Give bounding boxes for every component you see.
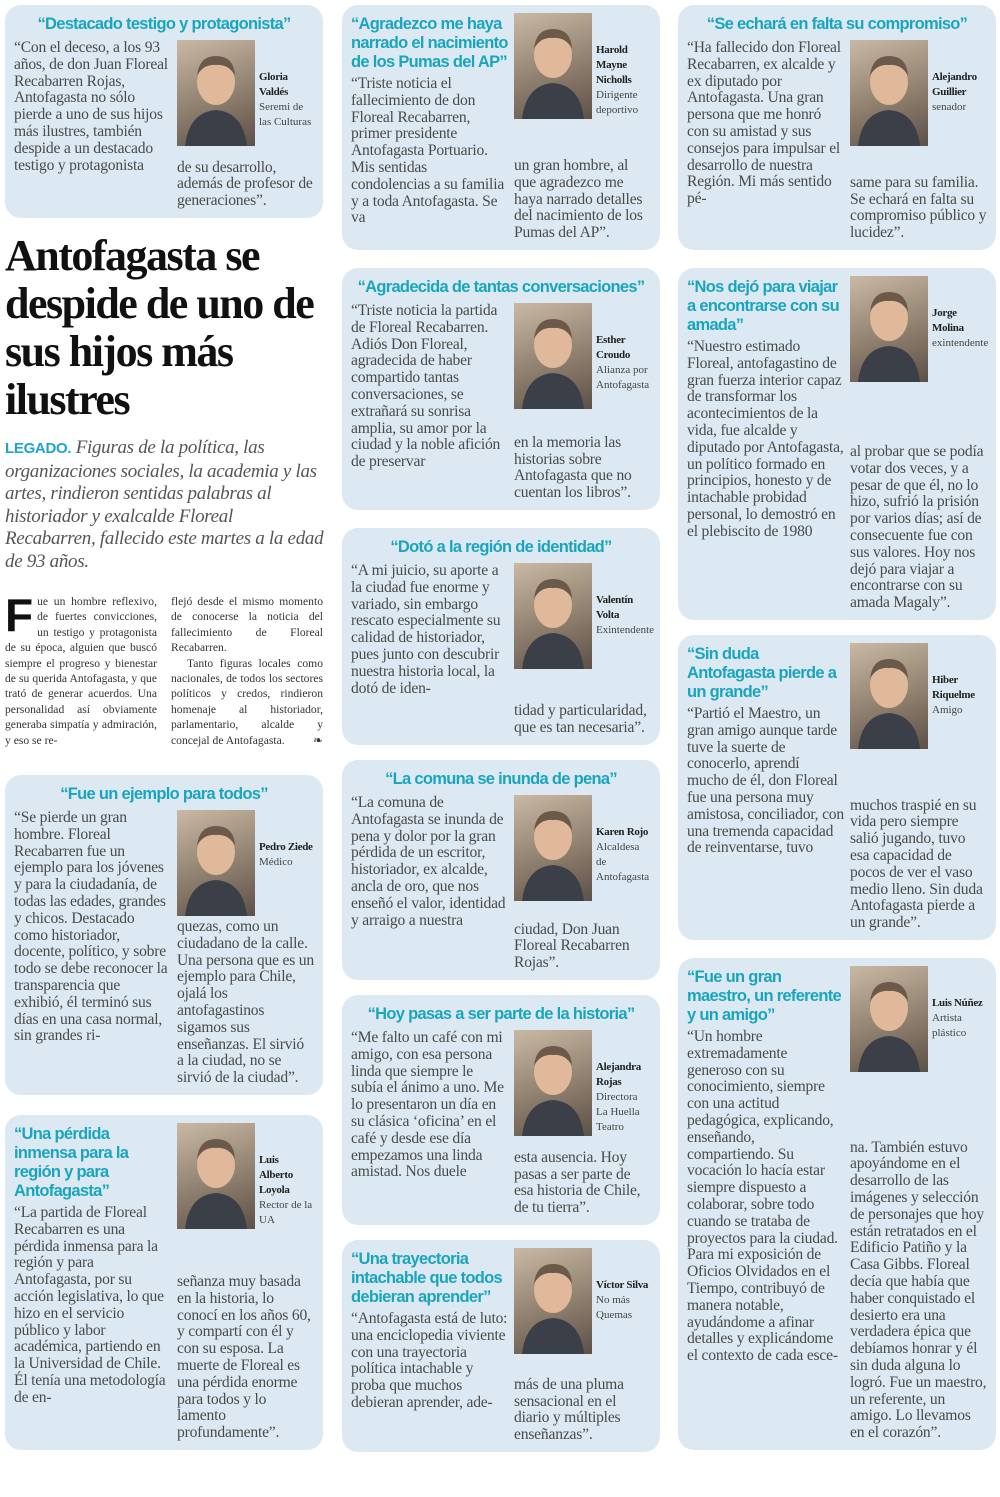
- quote-box: [678, 5, 996, 250]
- speaker-role: senador: [932, 101, 967, 113]
- speaker-role: Dirigente deportivo: [596, 89, 639, 116]
- article-column-1: [5, 589, 157, 748]
- portrait-silhouette: [514, 1030, 592, 1136]
- quote-title: “Sin duda Antofagasta pierde a un grande”: [687, 645, 837, 701]
- quote-right-column: [514, 1248, 651, 1444]
- quote-text-end: de su desarrollo, además de profesor de generaciones”.: [177, 158, 313, 210]
- speaker-photo: [514, 303, 592, 409]
- quote-box: [678, 268, 996, 620]
- portrait-silhouette: [850, 966, 928, 1072]
- speaker-name: Pedro Ziede: [259, 841, 313, 853]
- quote-text-end: señanza muy basada en la historia, lo conocí en los años 60, y compartí con él y con su esposa. La muerte de Floreal es una pérdida enorme para todos y lo lamento profundamente”.: [177, 1273, 311, 1442]
- speaker: [850, 276, 988, 382]
- speaker: [514, 1248, 651, 1354]
- article-column-2: [171, 594, 323, 748]
- speaker-role: No más Quemas: [596, 1294, 633, 1321]
- quote-right-column: [514, 563, 654, 737]
- speaker-credit: [596, 795, 651, 885]
- speaker-role: Seremi de las Culturas: [259, 101, 312, 128]
- speaker-photo: [514, 1030, 592, 1136]
- quote-text-end: quezas, como un ciudadano de la calle. Una persona que es un ejemplo para Chile, ojalá los antofagastinos sigamos sus enseñanzas. El sirvió a la ciudad, no se sirvió de la ciudad”.: [177, 918, 314, 1087]
- speaker-role: Artista plástico: [932, 1012, 967, 1039]
- speaker-credit: [596, 303, 651, 393]
- quote-right-column: [850, 966, 987, 1442]
- quote-columns: [687, 276, 987, 612]
- quote-columns: [687, 643, 987, 932]
- quote-left-column: [351, 1030, 508, 1217]
- speaker-name: Valentín Volta: [596, 594, 633, 621]
- lede-text: Figuras de la política, las organizaciones sociales, la academia y las artes, rindieron sentidas palabras al historiador y exalcalde Floreal Recabarren, fallecido este martes a la edad de 93 años.: [5, 437, 324, 572]
- quote-right-column: [850, 276, 988, 612]
- speaker: [177, 40, 314, 146]
- article-paragraph: ue un hombre reflexivo, de fuertes convicciones, un testigo y protagonista de su época, alguien que buscó siempre el progreso y bienestar de su querida Antofagasta, y que trató de generar acuerdos. Una personalidad así obviamente generaba simpatía y admiración, y eso se re-: [5, 595, 157, 747]
- quote-box: [342, 760, 660, 980]
- speaker: [514, 795, 651, 901]
- speaker-name: Harold Mayne Nicholls: [596, 44, 632, 86]
- speaker: [177, 810, 314, 916]
- quote-left-column: [687, 40, 844, 242]
- quote-box: [342, 1240, 660, 1452]
- quote-title: “Destacado testigo y protagonista”: [37, 15, 291, 33]
- quote-right-column: [514, 13, 651, 242]
- quote-text-end: más de una pluma sensacional en el diario y múltiples enseñanzas”.: [514, 1375, 624, 1444]
- speaker-photo: [514, 13, 592, 119]
- quote-columns: [14, 810, 314, 1087]
- quote-title: “Nos dejó para viajar a encontrarse con su amada”: [687, 278, 839, 334]
- quote-columns: [351, 13, 651, 242]
- quote-text-end: tidad y particularidad, que es tan necesaria”.: [514, 702, 647, 737]
- quote-columns: [687, 966, 987, 1442]
- speaker-photo: [177, 810, 255, 916]
- quote-text-start: “Partió el Maestro, un gran amigo aunque tarde tuve la suerte de conocerlo, aprendí mucho de él, don Floreal fue una persona muy amistosa, conciliador, con una tremenda capacidad de reinventarse, tuvo: [687, 705, 844, 857]
- quote-title: “Hoy pasas a ser parte de la historia”: [367, 1005, 635, 1023]
- quote-title: “Se echará en falta su compromiso”: [706, 15, 968, 33]
- portrait-silhouette: [177, 810, 255, 916]
- quote-text-start: “Antofagasta está de luto: una enciclopedia viviente con una trayectoria política intachable y proba que muchos debieran aprender, ade-: [351, 1310, 508, 1411]
- quote-text-end: na. También estuvo apoyándome en el desarrollo de las imágenes y selección de personajes que hoy están retratados en el Edificio Patiño y la Casa Gibbs. Floreal decía que había que haber conquistado el desierto era una verdadera épica que debíamos honrar y él sin duda alguna lo logró. Fue un maestro, un referente, un amigo. Lo llevamos en el corazón”.: [850, 1138, 987, 1442]
- quote-right-column: [514, 1030, 651, 1217]
- quote-right-column: [850, 40, 987, 242]
- speaker-credit: [259, 40, 314, 130]
- quote-left-column: [351, 303, 508, 502]
- quote-text-end: same para su familia. Se echará en falta su compromiso público y lucidez”.: [850, 173, 987, 242]
- quote-title: “La comuna se inunda de pena”: [385, 770, 617, 788]
- portrait-silhouette: [514, 13, 592, 119]
- speaker: [850, 40, 987, 146]
- speaker-photo: [850, 40, 928, 146]
- quote-columns: [351, 795, 651, 972]
- quote-title: “Fue un ejemplo para todos”: [60, 785, 268, 803]
- speaker: [514, 563, 654, 669]
- speaker-name: Luis Núñez: [932, 997, 983, 1009]
- speaker: [850, 966, 987, 1072]
- quote-left-column: [351, 795, 508, 972]
- quote-columns: [351, 1248, 651, 1444]
- quote-left-column: [351, 13, 508, 242]
- quote-box: [342, 5, 660, 250]
- quote-text-start: “Un hombre extremadamente generoso con su conocimiento, siempre con una actitud pedagógica, explicando, enseñando, compartiendo. Su vocación lo hacía estar siempre dispuesto a colaborar, sobre todo cuando se trataba de proyectos para la ciudad. Para mi exposición de Oficios Olvidados en el Tiempo, contribuyó de manera notable, ayudándome a afinar detalles y explicándome el contexto de cada esce-: [687, 1028, 838, 1365]
- quote-box: [5, 775, 323, 1095]
- speaker-role: Médico: [259, 856, 293, 868]
- speaker: [177, 1123, 314, 1229]
- quote-box: [5, 1115, 323, 1450]
- end-mark-icon: ❧: [313, 733, 323, 747]
- quote-title: “Una pérdida inmensa para la región y para Antofagasta”: [14, 1125, 129, 1200]
- speaker-credit: [932, 966, 987, 1041]
- speaker-credit: [932, 643, 987, 718]
- quote-text-end: esta ausencia. Hoy pasas a ser parte de esa historia de Chile, de tu tierra”.: [514, 1148, 641, 1217]
- quote-columns: [14, 1123, 314, 1442]
- portrait-silhouette: [850, 276, 928, 382]
- quote-right-column: [177, 1123, 314, 1442]
- speaker-name: Víctor Silva: [596, 1279, 649, 1291]
- quote-text-start: “Se pierde un gran hombre. Floreal Recabarren fue un ejemplo para los jóvenes y para la ciudadanía, de todas las edades, grandes y chicos. Destacado como historiador, docente, político, y sobre todo se debe reconocer la transparencia que exhibió, él terminó sus días en una casa normal, sin grandes ri-: [14, 809, 168, 1045]
- headline: Antofagasta se despide de uno de sus hijos más ilustres: [5, 231, 314, 424]
- portrait-silhouette: [514, 303, 592, 409]
- quote-box: [342, 995, 660, 1225]
- article-body: [5, 589, 323, 748]
- quote-text-end: al probar que se podía votar dos veces, y a pesar de que él, no lo hizo, sufrió la prisión por varios días; así de consecuente fue con sus valores. Hoy nos dejó para viajar a encontrarse con su amada Magaly”.: [850, 443, 984, 612]
- quote-columns: [351, 562, 655, 737]
- speaker-photo: [850, 276, 928, 382]
- speaker-credit: [259, 810, 313, 870]
- quote-text-start: “Triste noticia el fallecimiento de don Floreal Recabarren, primer presidente Antofagasta Portuario. Mis sentidas condolencias a su familia y a toda Antofagasta. Se va: [351, 75, 505, 227]
- quote-title: “Agradecida de tantas conversaciones”: [357, 278, 645, 296]
- speaker-name: Jorge Molina: [932, 307, 964, 334]
- speaker-role: Rector de la UA: [259, 1199, 313, 1226]
- portrait-silhouette: [514, 795, 592, 901]
- speaker-name: Luis Alberto Loyola: [259, 1154, 293, 1196]
- speaker-photo: [850, 643, 928, 749]
- quote-text-start: “La partida de Floreal Recabarren es una pérdida inmensa para la región y para Antofagasta, por su acción legislativa, lo que hizo en el servicio público y labor académica, partiendo en la Universidad de Chile. Él tenía una metodología de en-: [14, 1204, 166, 1406]
- speaker-name: Gloria Valdés: [259, 71, 288, 98]
- speaker-name: Alejandro Guillier: [932, 71, 977, 98]
- quote-text-end: ciudad, Don Juan Floreal Recabarren Rojas”.: [514, 920, 630, 972]
- quote-text-end: un gran hombre, al que agradezco me haya narrado detalles del nacimiento de los Pumas del AP”.: [514, 157, 643, 242]
- quote-text-start: “Nuestro estimado Floreal, antofagastino de gran fuerza interior capaz de transformar los acontecimientos de la vida, fue alcalde y diputado por Antofagasta, un político formado en principios, honesto y de intachable probidad personal, lo demostró en el plebiscito de 1980: [687, 338, 844, 540]
- lede: [5, 437, 327, 573]
- speaker-photo: [514, 1248, 592, 1354]
- quote-box: [678, 635, 996, 940]
- quote-text-start: “A mi juicio, su aporte a la ciudad fue enorme y variado, sin embargo rescato especialmente su calidad de historiador, pues junto con descubrir nuestra historia local, la dotó de iden-: [351, 562, 501, 697]
- speaker-name: Esther Croudo: [596, 334, 631, 361]
- speaker-credit: [932, 40, 987, 115]
- speaker: [514, 13, 651, 119]
- speaker-credit: [596, 1030, 651, 1135]
- quote-right-column: [514, 795, 651, 972]
- speaker-photo: [514, 563, 592, 669]
- speaker-role: Amigo: [932, 704, 963, 716]
- quote-box: [342, 268, 660, 510]
- lede-kicker: LEGADO.: [5, 440, 72, 457]
- speaker-photo: [514, 795, 592, 901]
- quote-right-column: [177, 810, 314, 1087]
- speaker-photo: [850, 966, 928, 1072]
- quote-left-column: [351, 563, 508, 737]
- speaker: [514, 303, 651, 409]
- quote-left-column: [351, 1248, 508, 1444]
- speaker-role: Alcaldesa de Antofagasta: [596, 841, 650, 883]
- speaker-credit: [259, 1123, 314, 1228]
- portrait-silhouette: [177, 40, 255, 146]
- quote-right-column: [177, 40, 314, 210]
- quote-box: [5, 5, 323, 218]
- quote-right-column: [850, 643, 987, 932]
- speaker-name: Karen Rojo: [596, 826, 649, 838]
- quote-box: [678, 958, 996, 1450]
- quote-columns: [14, 40, 314, 210]
- quote-box: [342, 528, 660, 745]
- speaker-name: Hiber Riquelme: [932, 674, 975, 701]
- portrait-silhouette: [850, 643, 928, 749]
- drop-cap: F: [5, 589, 34, 641]
- quote-text-start: “La comuna de Antofagasta se inunda de pena y dolor por la gran pérdida de un escritor, historiador, ex alcalde, ancla de oro, que nos enseñó el valor, identidad y arraigo a nuestra: [351, 794, 506, 929]
- portrait-silhouette: [514, 1248, 592, 1354]
- quote-left-column: [14, 810, 171, 1087]
- speaker-name: Alejandra Rojas: [596, 1061, 641, 1088]
- speaker-role: Exintendente: [596, 624, 655, 636]
- quote-text-start: “Triste noticia la partida de Floreal Recabarren. Adiós Don Floreal, agradecida de haber compartido tantas conversaciones, se extrañará su sonrisa amplia, su amor por la ciudad y la noble afición de preservar: [351, 302, 501, 471]
- portrait-silhouette: [177, 1123, 255, 1229]
- speaker: [850, 643, 987, 749]
- article-paragraph: Tanto figuras locales como nacionales, de todos los sectores políticos y credos, rindieron homenaje al historiador, parlamentario, alcalde y concejal de Antofagasta.: [171, 656, 323, 747]
- quote-title: “Dotó a la región de identidad”: [390, 538, 612, 556]
- quote-columns: [687, 40, 987, 242]
- speaker-credit: [596, 1248, 651, 1323]
- quote-text-start: “Me falto un café con mi amigo, con esa persona linda que siempre le subía el ánimo a uno. Me lo presentaron un día en su clásica ‘oficina’ en el café y desde ese día empezamos una linda amistad. Nos duele: [351, 1029, 504, 1181]
- speaker-credit: [596, 13, 651, 118]
- quote-columns: [351, 303, 651, 502]
- speaker-photo: [177, 1123, 255, 1229]
- quote-title: “Fue un gran maestro, un referente y un amigo”: [687, 968, 842, 1024]
- speaker-role: exintendente: [932, 337, 989, 349]
- quote-right-column: [514, 303, 651, 502]
- quote-left-column: [687, 966, 844, 1442]
- speaker-credit: [932, 276, 988, 351]
- portrait-silhouette: [514, 563, 592, 669]
- quote-left-column: [687, 643, 844, 932]
- quote-title: “Agradezco me haya narrado el nacimiento de los Pumas del AP”: [351, 15, 508, 71]
- quote-text-end: muchos traspié en su vida pero siempre salió jugando, tuvo esa capacidad de pocos de ver el vaso medio lleno. Sin duda Antofagasta pierde a un grande”.: [850, 796, 983, 932]
- article-paragraph: flejó desde el mismo momento de conocerse la noticia del fallecimiento de Floreal Recabarren.: [171, 595, 323, 655]
- speaker-role: Directora La Huella Teatro: [596, 1091, 640, 1133]
- quote-text-start: “Ha fallecido don Floreal Recabarren, ex alcalde y ex diputado por Antofagasta. Una gran persona que me honró con su amistad y sus consejos para impulsar el desarrollo de nuestra Región. Mi más sentido pé-: [687, 39, 841, 208]
- quote-left-column: [687, 276, 844, 612]
- speaker-role: Alianza por Antofagasta: [596, 364, 650, 391]
- quote-text-end: en la memoria las historias sobre Antofagasta que no cuentan los libros”.: [514, 433, 632, 502]
- speaker-credit: [596, 563, 654, 638]
- portrait-silhouette: [850, 40, 928, 146]
- quote-left-column: [14, 1123, 171, 1442]
- quote-left-column: [14, 40, 171, 210]
- quote-columns: [351, 1030, 651, 1217]
- speaker-photo: [177, 40, 255, 146]
- quote-title: “Una trayectoria intachable que todos debieran aprender”: [351, 1250, 503, 1306]
- quote-text-start: “Con el deceso, a los 93 años, de don Juan Floreal Recabarren Rojas, Antofagasta no sólo pierde a uno de sus hijos más ilustres, también despide a un destacado testigo y protagonista: [14, 39, 168, 174]
- speaker: [514, 1030, 651, 1136]
